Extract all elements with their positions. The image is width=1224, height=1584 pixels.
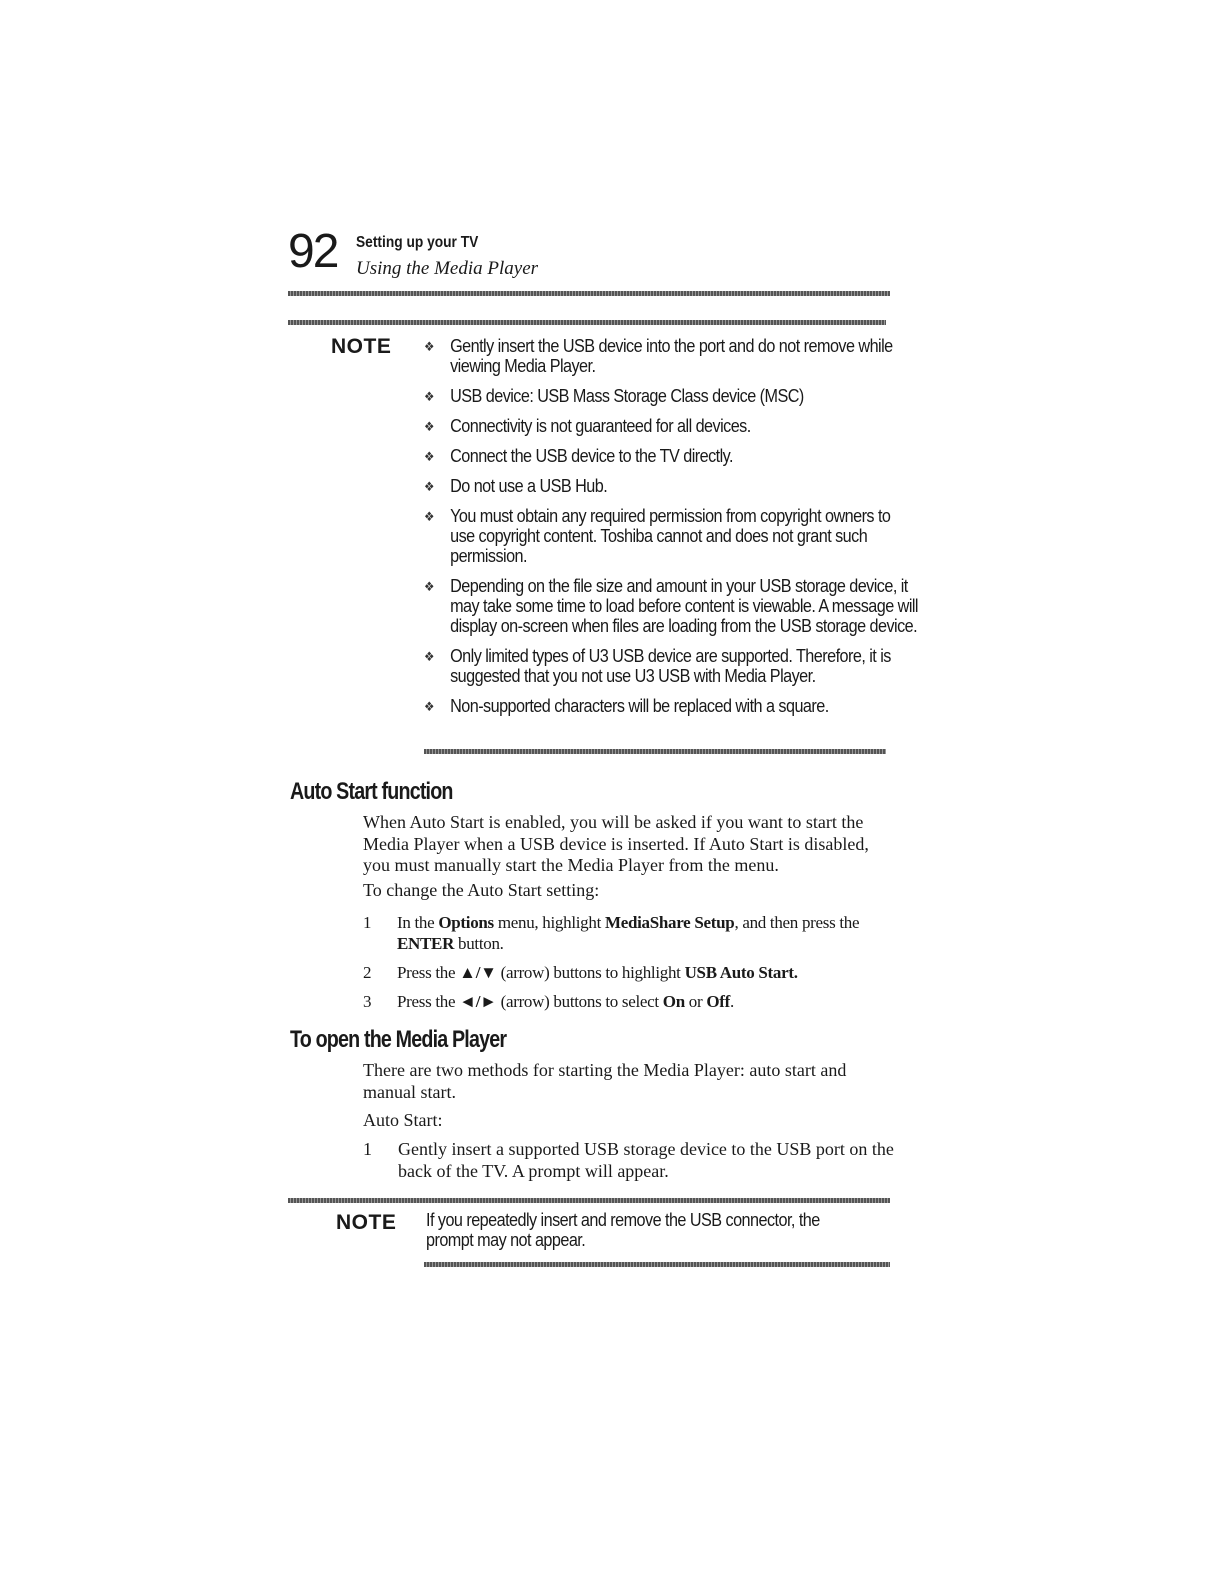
- paragraph: To change the Auto Start setting:: [363, 880, 600, 900]
- page-number: 92: [288, 225, 338, 278]
- diamond-bullet-icon: ❖: [424, 699, 434, 714]
- step-number: 1: [363, 1139, 372, 1159]
- step-number: 2: [363, 963, 372, 982]
- paragraph: There are two methods for starting the Media Player: auto start and manual start.: [363, 1060, 847, 1102]
- step-text: In the Options menu, highlight MediaShare Setup, and then press the ENTER button.: [397, 913, 860, 953]
- note-text: If you repeatedly insert and remove the USB connector, the prompt may not appear.: [426, 1210, 820, 1250]
- header-rule: [288, 291, 890, 296]
- note-item: ❖ You must obtain any required permission from copyright owners to use copyright content. Toshiba cannot and does not grant such permission.: [424, 506, 891, 566]
- diamond-bullet-icon: ❖: [424, 339, 434, 354]
- note-top-rule: [288, 1198, 890, 1203]
- note-bottom-rule: [424, 749, 886, 754]
- step-number: 1: [363, 913, 372, 932]
- diamond-bullet-icon: ❖: [424, 389, 434, 404]
- diamond-bullet-icon: ❖: [424, 649, 434, 664]
- step-text: Gently insert a supported USB storage device to the USB port on the back of the TV. A prompt will appear.: [398, 1139, 894, 1181]
- diamond-bullet-icon: ❖: [424, 509, 434, 524]
- note-bottom-rule: [424, 1262, 890, 1267]
- note-item: ❖ Only limited types of U3 USB device are supported. Therefore, it is suggested that you not use U3 USB with Media Player.: [424, 646, 891, 686]
- step-number: 3: [363, 992, 372, 1011]
- paragraph: Auto Start:: [363, 1110, 443, 1130]
- step-text: Press the ▲/▼ (arrow) buttons to highlight USB Auto Start.: [397, 963, 798, 982]
- note-label: NOTE: [336, 1211, 397, 1234]
- step-text: Press the ◄/► (arrow) buttons to select On or Off.: [397, 992, 734, 1011]
- section-heading-open-player: To open the Media Player: [290, 1026, 507, 1053]
- diamond-bullet-icon: ❖: [424, 479, 434, 494]
- diamond-bullet-icon: ❖: [424, 579, 434, 594]
- note-label: NOTE: [331, 335, 392, 358]
- section-heading-auto-start: Auto Start function: [290, 778, 453, 805]
- note-item: ❖ Do not use a USB Hub.: [424, 476, 608, 496]
- chapter-title: Setting up your TV: [356, 234, 479, 251]
- paragraph: When Auto Start is enabled, you will be asked if you want to start the Media Player when a USB device is inserted. If Auto Start is disabled, you must manually start the Media Player from the menu.: [363, 812, 869, 875]
- section-title: Using the Media Player: [356, 258, 539, 279]
- diamond-bullet-icon: ❖: [424, 449, 434, 464]
- note-item: ❖ Connectivity is not guaranteed for all devices.: [424, 416, 751, 436]
- diamond-bullet-icon: ❖: [424, 419, 434, 434]
- note-item: ❖ Depending on the file size and amount in your USB storage device, it may take some time to load before content is viewable. A message will display on-screen when files are loading from the USB storage device.: [424, 576, 919, 636]
- note-item: ❖ USB device: USB Mass Storage Class device (MSC): [424, 386, 804, 406]
- note-list: [424, 336, 919, 726]
- note-item: ❖ Connect the USB device to the TV directly.: [424, 446, 733, 466]
- note-top-rule: [288, 320, 886, 325]
- note-item: ❖ Gently insert the USB device into the port and do not remove while viewing Media Player.: [424, 336, 893, 376]
- note-item: ❖ Non-supported characters will be replaced with a square.: [424, 696, 829, 716]
